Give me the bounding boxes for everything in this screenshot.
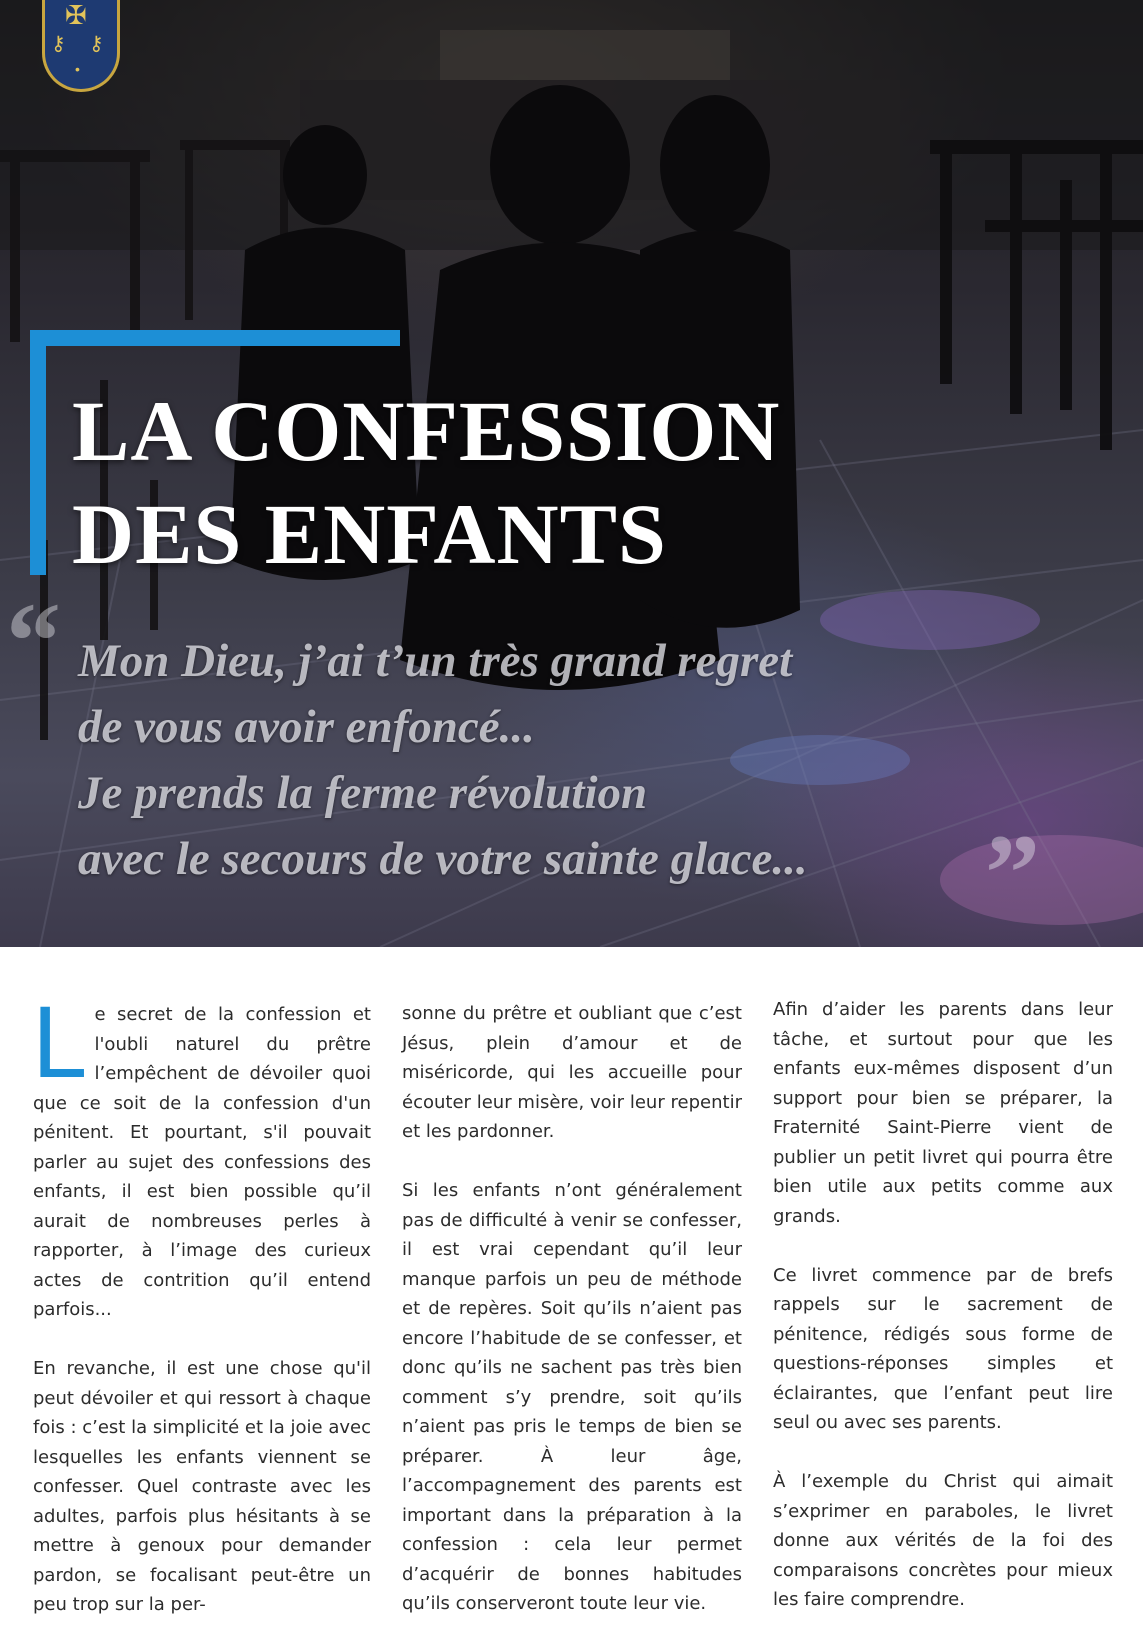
title-line-1: LA CONFESSION	[72, 383, 781, 479]
article-column-1	[31, 988, 372, 1647]
paragraph	[31, 988, 371, 1325]
quote-line-3: Je prends la ferme révolution	[78, 767, 648, 819]
article-column-3	[773, 995, 1113, 1644]
quote-close-mark: ”	[985, 812, 1040, 934]
paragraph: À l’exemple du Christ qui aimait s’exprimer en paraboles, le livret donne aux vérités de la foi des comparaisons concrètes pour mieux les faire comprendre.	[773, 1471, 1113, 1610]
title-accent-bar-horizontal	[30, 330, 400, 346]
drop-cap: L	[31, 988, 85, 1100]
quote-line-2: de vous avoir enfoncé...	[78, 701, 535, 753]
quote-line-1: Mon Dieu, j’ai t’un très grand regret	[78, 635, 793, 687]
article-column-2	[402, 999, 742, 1647]
paragraph-text: e secret de la confession et l'oubli naturel du prêtre l’empêchent de dévoiler quoi que ce soit de la confession d'un pénitent. Et pourtant, s'il pouvait parler au sujet des confessions des enfants, il est bien possible qu’il aurait de nombreuses perles à rapporter, à l’image des curieux actes de contrition qu’il entend parfois...	[33, 1004, 371, 1320]
pull-quote	[78, 628, 1078, 892]
paragraph: Si les enfants n’ont généralement pas de difficulté à venir se confesser, il est vrai cependant qu’il leur manque parfois un peu de méthode et de repères. Soit qu’ils n’aient pas encore l’habitude de se confesser, et donc qu’ils ne sachent pas très bien comment s’y prendre, soit qu’ils n’aient pas pris le temps de bien se préparer. À leur âge, l’accompagnement des parents est important dans la préparation à la confession : cela leur permet d’acquérir de bonnes habitudes qu’ils conserveront toute leur vie.	[402, 1180, 742, 1614]
paragraph: Afin d’aider les parents dans leur tâche, et surtout pour que les enfants eux-mêmes disposent d’un support pour bien se préparer, la Fraternité Saint-Pierre vient de publier un petit livret qui pourra être bien utile aux petits comme aux grands.	[773, 999, 1113, 1227]
paragraph: En revanche, il est une chose qu'il peut dévoiler et qui ressort à chaque fois : c’est la simplicité et la joie avec lesquelles les enfants viennent se confesser. Quel contraste avec les adultes, parfois plus hésitants à se mettre à genoux pour demander pardon, se focalisant peut-être un peu trop sur la per-	[33, 1358, 372, 1615]
crossed-keys-coat-of-arms-icon: ✠ ⚷ ⚷ •	[42, 0, 120, 92]
title-accent-bar-vertical	[30, 330, 46, 575]
paragraph: Ce livret commence par de brefs rappels sur le sacrement de pénitence, rédigés sous forme de questions-réponses simples et éclairantes, que l’enfant peut lire seul ou avec ses parents.	[773, 1264, 1113, 1433]
title-line-2: DES ENFANTS	[72, 486, 667, 582]
page-title	[72, 380, 972, 586]
paragraph: sonne du prêtre et oubliant que c’est Jésus, plein d’amour et de miséricorde, qui les accueille pour écouter leur misère, voir leur repentir et les pardonner.	[402, 1003, 742, 1142]
quote-open-mark: “	[6, 580, 61, 702]
quote-line-4: avec le secours de votre sainte glace...	[78, 833, 808, 885]
